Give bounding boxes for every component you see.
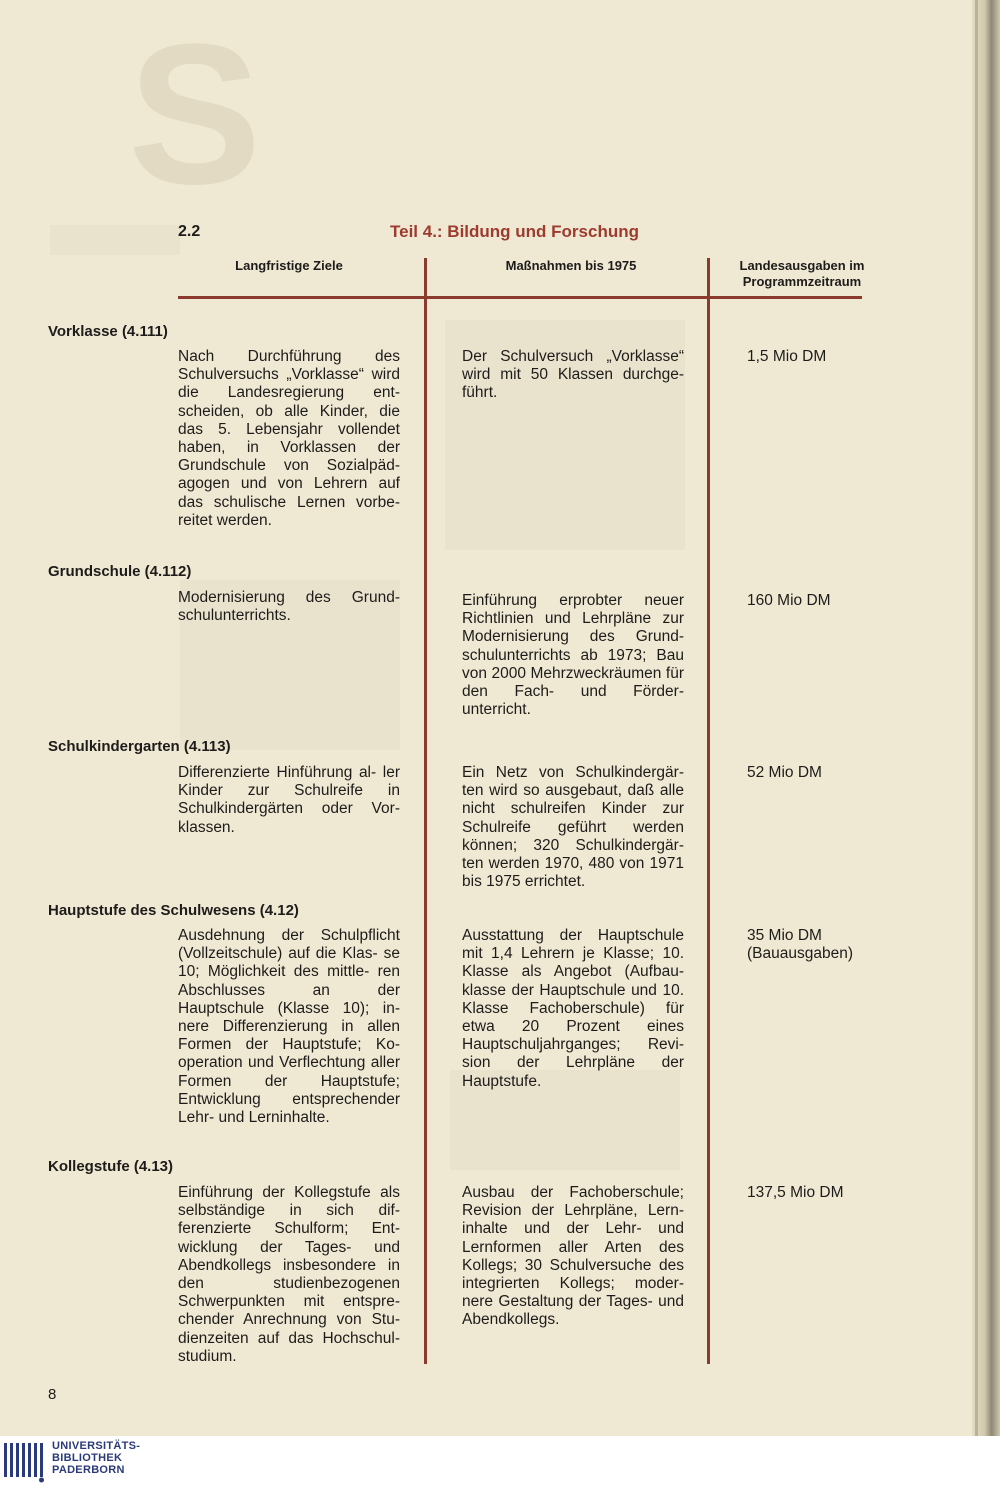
budget-grundschule: 160 Mio DM xyxy=(747,592,831,609)
page-edge-line xyxy=(975,0,978,1436)
section-title-vorklasse: Vorklasse (4.111) xyxy=(48,323,168,340)
library-logo-text xyxy=(52,1440,140,1476)
budget-schulkindergarten: 52 Mio DM xyxy=(747,764,822,781)
logo-line-2: BIBLIOTHEK xyxy=(52,1452,123,1464)
column-header-measures: Maßnahmen bis 1975 xyxy=(505,258,637,273)
column-divider-1 xyxy=(424,258,427,1364)
goal-schulkindergarten: Differenzierte Hinführung al- ler Kinder zur Schulreife in Schulkindergärten oder Vor- klassen. xyxy=(178,764,400,836)
goal-hauptstufe: Ausdehnung der Schulpflicht (Vollzeitschule) auf die Klas- se 10; Möglichkeit des mittle- ren Abschlusses an der Hauptschule (Klasse 10); in- nere Differenzierung in allen Formen der Hauptstufe; Ko- operation und Verflechtung aller Formen der Hauptstufe; Entwicklung entsprechender Lehr- und Lerninhalte. xyxy=(178,927,400,1127)
section-title-grundschule: Grundschule (4.112) xyxy=(48,563,192,580)
goal-grundschule: Modernisierung des Grund- schulunterrichts. xyxy=(178,589,400,625)
bleed-through-text xyxy=(50,225,180,255)
measure-schulkindergarten: Ein Netz von Schulkindergär- ten wird so ausgebaut, daß alle nicht schulreifen Kinder zur Schulreife geführt werden können; 320 Schulkindergär- ten werden 1970, 480 von 1971 bis 1975 errichtet. xyxy=(462,764,684,891)
budget-kollegstufe: 137,5 Mio DM xyxy=(747,1184,844,1201)
column-header-goals: Langfristige Ziele xyxy=(235,258,343,273)
measure-hauptstufe: Ausstattung der Hauptschule mit 1,4 Lehrern je Klasse; 10. Klasse als Angebot (Aufbau- klasse der Hauptschule und 10. Klasse Fachoberschule) für etwa 20 Prozent eines Hauptschuljahrganges; Revi- sion der Lehrpläne der Hauptstufe. xyxy=(462,927,684,1090)
measure-kollegstufe: Ausbau der Fachoberschule; Revision der Lehrpläne, Lern- inhalte und der Lehr- und Lernformen aller Arten des Kollegs; 30 Schulversuche des integrierten Kollegs; moder- nere Gestaltung der Tages- und Abendkollegs. xyxy=(462,1184,684,1329)
measure-vorklasse: Der Schulversuch „Vorklasse“ wird mit 50 Klassen durchge- führt. xyxy=(462,348,684,402)
section-title-kollegstufe: Kollegstufe (4.13) xyxy=(48,1158,174,1175)
goal-kollegstufe: Einführung der Kollegstufe als selbständige in sich dif- ferenzierte Schulform; Ent- wicklung der Tages- und Abendkollegs insbesondere in den studienbezogenen Schwerpunkten mit entspre- chender Anrechnung von Stu- dienzeiten auf das Hochschul- studium. xyxy=(178,1184,400,1365)
header-rule xyxy=(178,296,862,299)
measure-grundschule: Einführung erprobter neuer Richtlinien und Lehrpläne zur Modernisierung des Grund- schulunterrichts ab 1973; Bau von 2000 Mehrzweckräumen für den Fach- und Förder- unterricht. xyxy=(462,592,684,719)
library-logo-icon xyxy=(2,1441,46,1483)
goal-vorklasse: Nach Durchführung des Schulversuchs „Vorklasse“ wird die Landesregierung ent- scheiden, ob alle Kinder, die das 5. Lebensjahr vollendet haben, in Vorklassen der Grundschule von Sozialpäd- agogen und von Lehrern auf das schulische Lernen vorbe- reitet werden. xyxy=(178,348,400,529)
bleed-through-letter: S xyxy=(128,3,262,226)
budget-vorklasse: 1,5 Mio DM xyxy=(747,348,827,365)
section-title-hauptstufe: Hauptstufe des Schulwesens (4.12) xyxy=(48,902,299,919)
page-title: Teil 4.: Bildung und Forschung xyxy=(390,222,639,241)
budget-hauptstufe: 35 Mio DM (Bauausgaben) xyxy=(747,927,853,963)
column-header-budget: Landesausgaben im Programmzeitraum xyxy=(739,258,865,289)
logo-line-1: UNIVERSITÄTS- xyxy=(52,1440,141,1452)
library-footer xyxy=(0,1436,1000,1489)
section-number: 2.2 xyxy=(178,223,201,240)
logo-line-3: PADERBORN xyxy=(52,1464,125,1476)
column-divider-2 xyxy=(707,258,710,1364)
page-number: 8 xyxy=(48,1386,57,1403)
section-title-schulkindergarten: Schulkindergarten (4.113) xyxy=(48,738,231,755)
